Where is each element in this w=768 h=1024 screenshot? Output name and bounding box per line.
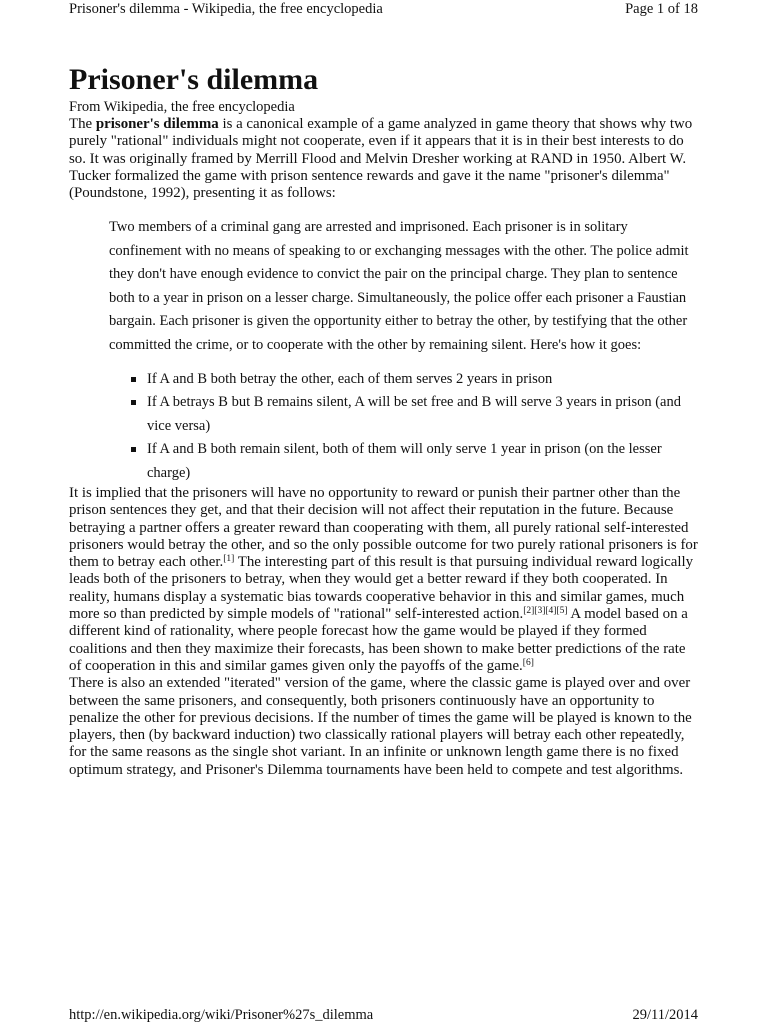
- list-item-text: If A betrays B but B remains silent, A will be set free and B will serve 3 years in prison (and vice versa): [147, 394, 681, 434]
- paragraph-text: A model based on a different kind of rationality, where people forecast how the game would be played if they formed coalitions and then they maximize their forecasts, has been shown to make better predictions of the rate of cooperation in this and similar games given only the payoffs of the game.: [69, 606, 688, 674]
- intro-text-after: is a canonical example of a game analyzed in game theory that shows why two purely "rational" individuals might not cooperate, even if it appears that it is in their best interests to do so. It was originally framed by Merrill Flood and Melvin Dresher working at RAND in 1950. Albert W. Tucker formalized the game with prison sentence rewards and gave it the name "prisoner's dilemma" (Poundstone, 1992), presenting it as follows:: [69, 116, 693, 202]
- reference-link[interactable]: [1]: [223, 554, 235, 565]
- list-item-text: If A and B both remain silent, both of them will only serve 1 year in prison (on the lesser charge): [147, 441, 662, 481]
- square-bullet-icon: [131, 447, 136, 452]
- reference-link[interactable]: [2][3][4][5]: [523, 606, 568, 617]
- reference-link[interactable]: [6]: [522, 657, 534, 668]
- square-bullet-icon: [131, 400, 136, 405]
- page-title: Prisoner's dilemma: [69, 63, 319, 96]
- list-item: [131, 438, 701, 485]
- iterated-paragraph: There is also an extended "iterated" version of the game, where the classic game is played over and over between the same prisoners, and consequently, both prisoners continuously have an opportunity to penalize the other for previous decisions. If the number of times the game will be played is known to the players, then (by backward induction) two classically rational players will betray each other repeatedly, for the same reasons as the single shot variant. In an infinite or unknown length game there is no fixed optimum strategy, and Prisoner's Dilemma tournaments have been held to compete and test algorithms.: [69, 675, 692, 778]
- article-content: [69, 62, 701, 779]
- blockquote-text: Two members of a criminal gang are arrested and imprisoned. Each prisoner is in solitary confinement with no means of speaking to or exchanging messages with the other. The police admit they don't have enough evidence to convict the pair on the principal charge. They plan to sentence both to a year in prison on a lesser charge. Simultaneously, the police offer each prisoner a Faustian bargain. Each prisoner is given the opportunity either to betray the other, by testifying that the other committed the crime, or to cooperate with the other by remaining silent. Here's how it goes:: [109, 219, 689, 353]
- page-header: [69, 0, 698, 18]
- list-item-text: If A and B both betray the other, each of them serves 2 years in prison: [147, 370, 553, 387]
- list-item: [131, 368, 701, 391]
- list-item: [131, 391, 701, 438]
- outcome-list: [109, 368, 701, 485]
- footer-url: http://en.wikipedia.org/wiki/Prisoner%27s_dilemma: [69, 1007, 374, 1023]
- page-number: Page 1 of 18: [625, 1, 698, 17]
- paragraph-text: It is implied that the prisoners will have no opportunity to reward or punish their partner other than the prison sentences they get, and that their decision will not affect their reputation in the future. Because betraying a partner offers a greater reward than cooperating with them, all purely rational self-interested prisoners would betray the other, and so the only possible outcome for two purely rational prisoners is for them to betray each other.: [69, 484, 698, 571]
- intro-bold-term: prisoner's dilemma: [95, 116, 219, 132]
- footer-date: 29/11/2014: [632, 1007, 698, 1023]
- page-header-title: Prisoner's dilemma - Wikipedia, the free encyclopedia: [69, 1, 383, 17]
- rationality-paragraph: [69, 485, 701, 675]
- intro-paragraph: [69, 116, 701, 202]
- page-footer: [69, 1006, 698, 1024]
- intro-text-before: The: [69, 116, 96, 132]
- paragraph-text: The interesting part of this result is that pursuing individual reward logically leads both of the prisoners to betray, when they would get a better reward if they both cooperated. In reality, humans display a systematic bias towards cooperative behavior in this and similar games, much more so than predicted by simple models of "rational" self-interested action.: [69, 554, 694, 623]
- blockquote: [109, 216, 701, 484]
- article-subtitle: From Wikipedia, the free encyclopedia: [69, 99, 295, 115]
- square-bullet-icon: [131, 377, 136, 382]
